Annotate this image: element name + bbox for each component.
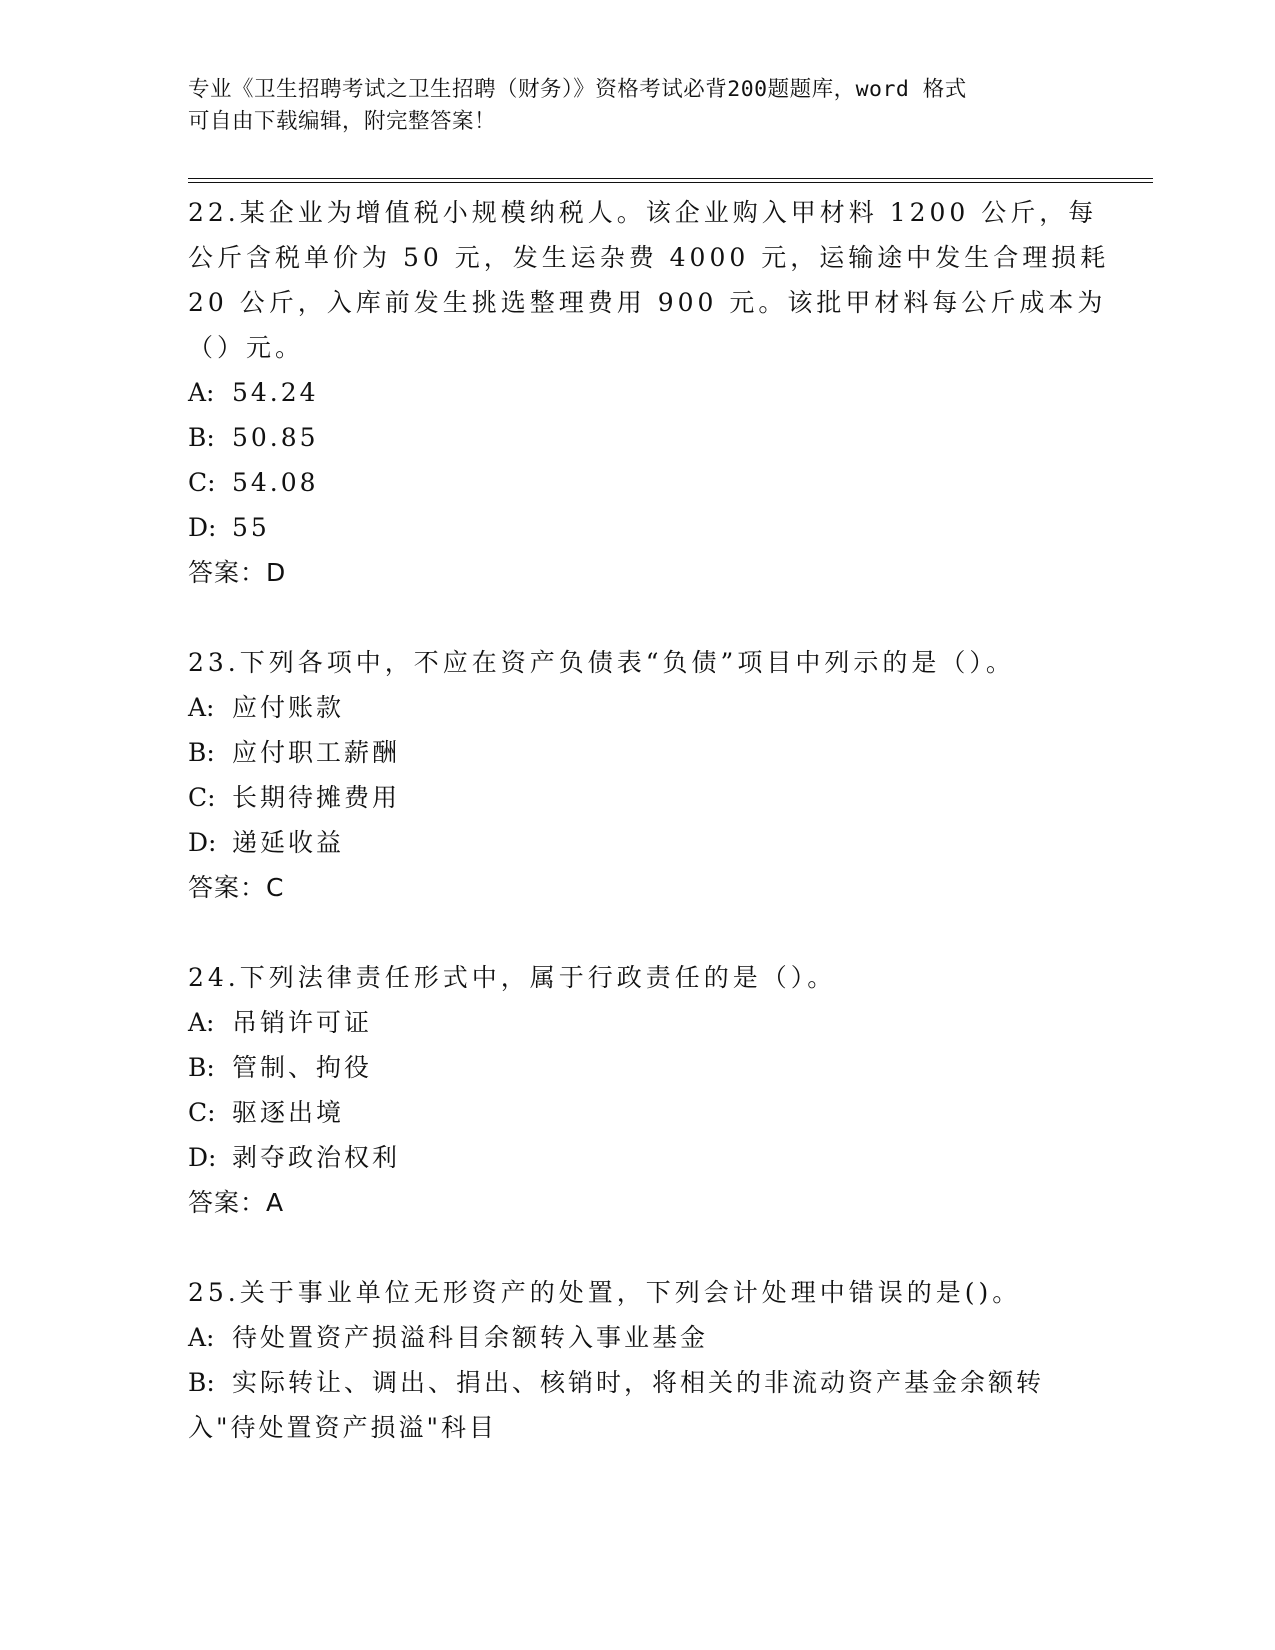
question-stem xyxy=(188,640,1088,685)
option-a xyxy=(188,1000,1088,1045)
option-text: 长期待摊费用 xyxy=(232,783,401,812)
stem-line: 24.下列法律责任形式中，属于行政责任的是（）。 xyxy=(188,963,837,992)
stem-line: 22.某企业为增值税小规模纳税人。该企业购入甲材料 1200 公斤，每 xyxy=(188,198,1098,227)
option-text: 剥夺政治权利 xyxy=(232,1143,401,1172)
question-25 xyxy=(188,1270,1088,1450)
option-text: 实际转让、调出、捐出、核销时，将相关的非流动资产基金余额转 xyxy=(232,1368,1045,1397)
option-d xyxy=(188,820,1088,865)
option-text: 54.08 xyxy=(232,468,319,497)
option-letter: B: xyxy=(188,738,215,767)
option-c xyxy=(188,775,1088,820)
header-line-2: 可自由下载编辑，附完整答案！ xyxy=(188,109,497,134)
option-text: 50.85 xyxy=(232,423,319,452)
option-text-continuation: 入"待处置资产损溢"科目 xyxy=(188,1413,497,1442)
stem-line: 25.关于事业单位无形资产的处置，下列会计处理中错误的是()。 xyxy=(188,1278,1022,1307)
header-divider-top xyxy=(188,178,1153,179)
option-c xyxy=(188,460,1088,505)
stem-line: （）元。 xyxy=(188,333,305,362)
question-stem xyxy=(188,190,1110,370)
question-stem xyxy=(188,955,1088,1000)
option-letter: B: xyxy=(188,1053,215,1082)
option-letter: C: xyxy=(188,468,216,497)
option-text: 吊销许可证 xyxy=(232,1008,373,1037)
option-d xyxy=(188,505,1088,550)
option-b xyxy=(188,1360,1088,1405)
question-24 xyxy=(188,955,1088,1225)
header-divider-bottom xyxy=(188,182,1153,183)
question-23 xyxy=(188,640,1088,910)
option-text: 待处置资产损溢科目余额转入事业基金 xyxy=(232,1323,709,1352)
answer: 答案：C xyxy=(188,873,285,902)
stem-line: 公斤含税单价为 50 元，发生运杂费 4000 元，运输途中发生合理损耗 xyxy=(188,243,1110,272)
option-letter: D: xyxy=(188,828,217,857)
option-letter: A: xyxy=(188,378,215,407)
option-letter: D: xyxy=(188,513,217,542)
option-letter: C: xyxy=(188,1098,216,1127)
option-d xyxy=(188,1135,1088,1180)
stem-line: 20 公斤，入库前发生挑选整理费用 900 元。该批甲材料每公斤成本为 xyxy=(188,288,1107,317)
option-text: 55 xyxy=(232,513,270,542)
answer: 答案：D xyxy=(188,558,287,587)
answer: 答案：A xyxy=(188,1188,285,1217)
option-text: 驱逐出境 xyxy=(232,1098,345,1127)
question-gap xyxy=(188,595,1088,640)
option-b xyxy=(188,415,1088,460)
option-letter: A: xyxy=(188,1323,215,1352)
option-text: 递延收益 xyxy=(232,828,345,857)
header-line-1: 专业《卫生招聘考试之卫生招聘（财务）》资格考试必背200题题库，word 格式 xyxy=(188,77,967,102)
option-letter: A: xyxy=(188,1008,215,1037)
question-gap xyxy=(188,910,1088,955)
option-a xyxy=(188,1315,1088,1360)
option-letter: B: xyxy=(188,1368,215,1397)
stem-line: 23.下列各项中，不应在资产负债表“负债”项目中列示的是（）。 xyxy=(188,648,1015,677)
question-stem xyxy=(188,1270,1088,1315)
option-letter: B: xyxy=(188,423,215,452)
question-gap xyxy=(188,1225,1088,1270)
option-text: 应付职工薪酬 xyxy=(232,738,401,767)
option-a xyxy=(188,685,1088,730)
option-letter: C: xyxy=(188,783,216,812)
question-22 xyxy=(188,190,1110,595)
option-c xyxy=(188,1090,1088,1135)
option-b xyxy=(188,730,1088,775)
option-text: 应付账款 xyxy=(232,693,345,722)
option-text: 管制、拘役 xyxy=(232,1053,373,1082)
option-a xyxy=(188,370,1088,415)
document-header xyxy=(188,74,1088,138)
option-b xyxy=(188,1045,1088,1090)
option-text: 54.24 xyxy=(232,378,319,407)
option-letter: D: xyxy=(188,1143,217,1172)
option-b-continuation xyxy=(188,1405,1088,1450)
option-letter: A: xyxy=(188,693,215,722)
question-list xyxy=(188,190,1110,1450)
